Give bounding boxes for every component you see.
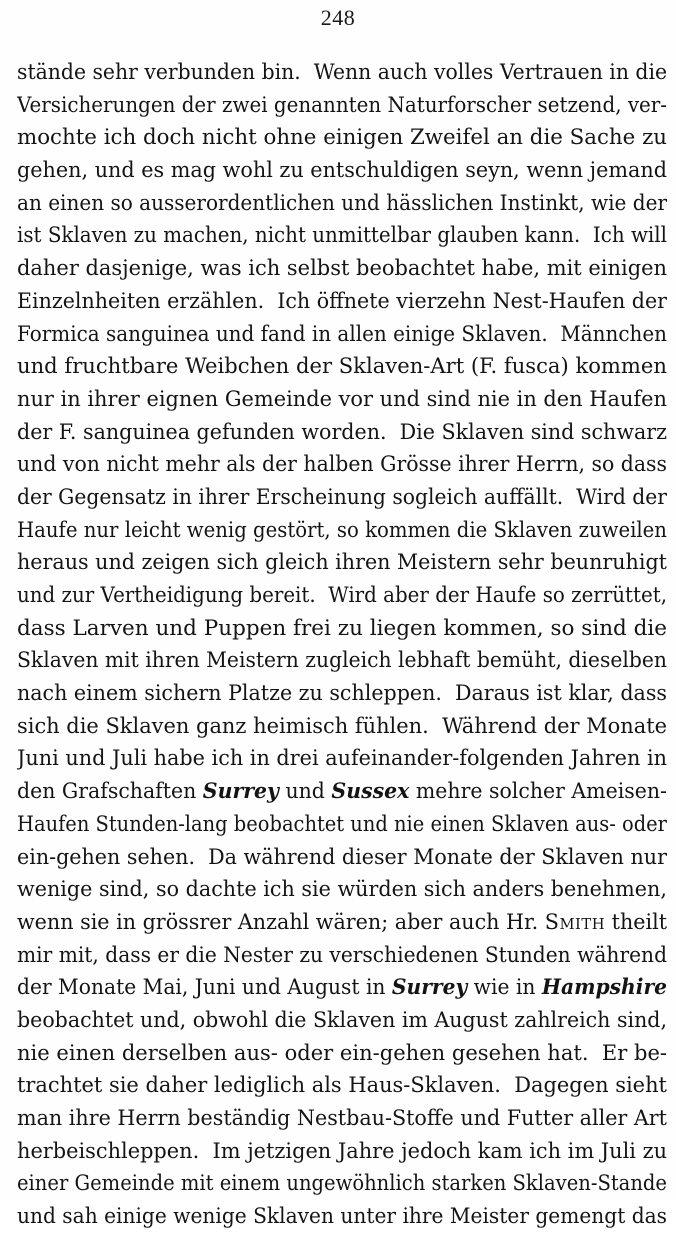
text-segment: und zur Vertheidigung bereit. Wird aber der Haufe so zerrüttet, (17, 583, 667, 607)
text-segment: und sah einige wenige Sklaven unter ihre Meister gemengt das (17, 1204, 667, 1229)
text-line (17, 841, 667, 874)
text-line (17, 416, 667, 449)
text-segment: einer Gemeinde mit einem ungewöhnlich starken Sklaven-Stande (17, 1171, 667, 1196)
text-segment: nur in ihrer eignen Gemeinde vor und sind nie in den Haufen (17, 386, 667, 411)
text-line (17, 318, 667, 351)
text-line (17, 1004, 667, 1037)
text-line (17, 350, 667, 383)
text-line (17, 677, 667, 710)
text-segment: der Monate Mai, Juni und August in (17, 975, 392, 1000)
text-line (17, 514, 667, 547)
text-segment: wie in (467, 975, 542, 1000)
text-segment: dass Larven und Puppen frei zu liegen kommen, so sind die (17, 615, 667, 640)
text-line (17, 89, 667, 122)
text-segment: beobachtet und, obwohl die Sklaven im August zahlreich sind, (17, 1007, 667, 1032)
text-line (17, 971, 667, 1004)
text-segment: mir mit, dass er die Nester zu verschiedenen Stunden während (17, 942, 667, 967)
text-line (17, 1135, 667, 1168)
text-segment: heraus und zeigen sich gleich ihren Meistern sehr beunruhigt (17, 550, 667, 575)
page-number: 248 (320, 5, 356, 30)
text-line (17, 154, 667, 187)
text-segment: herbeischleppen. Im jetzigen Jahre jedoch kam ich im Juli zu (17, 1138, 667, 1163)
text-segment: man ihre Herrn beständig Nestbau-Stoffe und Futter aller Art (17, 1106, 667, 1130)
text-segment: daher dasjenige, was ich selbst beobachtet habe, mit einigen (17, 256, 667, 281)
text-line (17, 742, 667, 775)
text-line (17, 285, 667, 318)
text-line (17, 612, 667, 645)
text-line (17, 579, 667, 612)
text-segment: und fruchtbare Weibchen der Sklaven-Art (F. fusca) kommen (17, 354, 667, 379)
text-segment: an einen so ausserordentlichen und hässlichen Instinkt, wie der (17, 190, 667, 215)
text-line (17, 644, 667, 677)
italic-term: Surrey (391, 974, 468, 1000)
text-segment: stände sehr verbunden bin. Wenn auch volles Vertrauen in die (17, 60, 667, 84)
text-line (17, 383, 667, 416)
text-segment: den Grafschaften (17, 779, 203, 804)
text-line (17, 775, 667, 808)
text-line (17, 808, 667, 841)
text-segment: sich die Sklaven ganz heimisch fühlen. Während der Monate (17, 713, 667, 738)
text-line (17, 939, 667, 972)
text-segment: wenige sind, so dachte ich sie würden sich anders benehmen, (17, 877, 667, 902)
text-line (17, 1200, 667, 1233)
italic-term: Surrey (202, 778, 279, 804)
text-segment: ein-gehen sehen. Da während dieser Monate der Sklaven nur (17, 844, 667, 869)
text-line (17, 546, 667, 579)
text-line (17, 56, 667, 89)
text-segment: ist Sklaven zu machen, nicht unmittelbar glauben kann. Ich will (17, 223, 667, 248)
italic-term: Sussex (331, 778, 410, 804)
text-line (17, 187, 667, 220)
text-segment: nach einem sichern Platze zu schleppen. Daraus ist klar, dass (17, 681, 667, 706)
text-segment: mochte ich doch nicht ohne einigen Zweifel an die Sache zu (17, 125, 667, 150)
text-line (17, 481, 667, 514)
text-segment: Formica sanguinea und fand in allen einige Sklaven. Männchen (17, 321, 667, 346)
text-segment: und (278, 779, 332, 804)
text-line (17, 1037, 667, 1070)
text-segment: trachtet sie daher lediglich als Haus-Sklaven. Dagegen sieht (17, 1073, 667, 1098)
text-line (17, 1069, 667, 1102)
body-text (17, 56, 667, 1233)
text-line (17, 906, 667, 939)
text-segment: und von nicht mehr als der halben Grösse ihrer Herrn, so dass (17, 452, 667, 477)
text-segment: mehre solcher Ameisen- (409, 779, 667, 804)
text-line (17, 219, 667, 252)
text-line (17, 252, 667, 285)
text-segment: Haufen Stunden-lang beobachtet und nie einen Sklaven aus- oder (17, 811, 667, 836)
text-segment: Einzelnheiten erzählen. Ich öffnete vierzehn Nest-Haufen der (17, 288, 667, 313)
italic-term: Hampshire (541, 974, 667, 1000)
text-segment: nie einen derselben aus- oder ein-gehen gesehen hat. Er be- (17, 1040, 667, 1065)
text-segment: Haufe nur leicht wenig gestört, so kommen die Sklaven zuweilen (17, 517, 667, 542)
text-line (17, 1102, 667, 1135)
text-line (17, 710, 667, 743)
text-segment: Sklaven mit ihren Meistern zugleich lebhaft bemüht, dieselben (17, 648, 667, 673)
text-line (17, 873, 667, 906)
text-segment: Juni und Juli habe ich in drei aufeinander-folgenden Jahren in (17, 746, 667, 771)
text-segment: wenn sie in grössrer Anzahl wären; aber auch Hr. (17, 909, 545, 934)
text-line (17, 121, 667, 154)
text-segment: der Gegensatz in ihrer Erscheinung sogleich auffällt. Wird der (17, 484, 667, 509)
text-segment: der F. sanguinea gefunden worden. Die Sklaven sind schwarz (17, 419, 667, 444)
text-line (17, 448, 667, 481)
text-line (17, 1167, 667, 1200)
text-segment: Versicherungen der zwei genannten Naturforscher setzend, ver- (17, 92, 667, 117)
text-segment: theilt (605, 909, 667, 934)
text-segment: gehen, und es mag wohl zu entschuldigen seyn, wenn jemand (17, 158, 667, 183)
small-caps-name: Smith (544, 909, 606, 934)
